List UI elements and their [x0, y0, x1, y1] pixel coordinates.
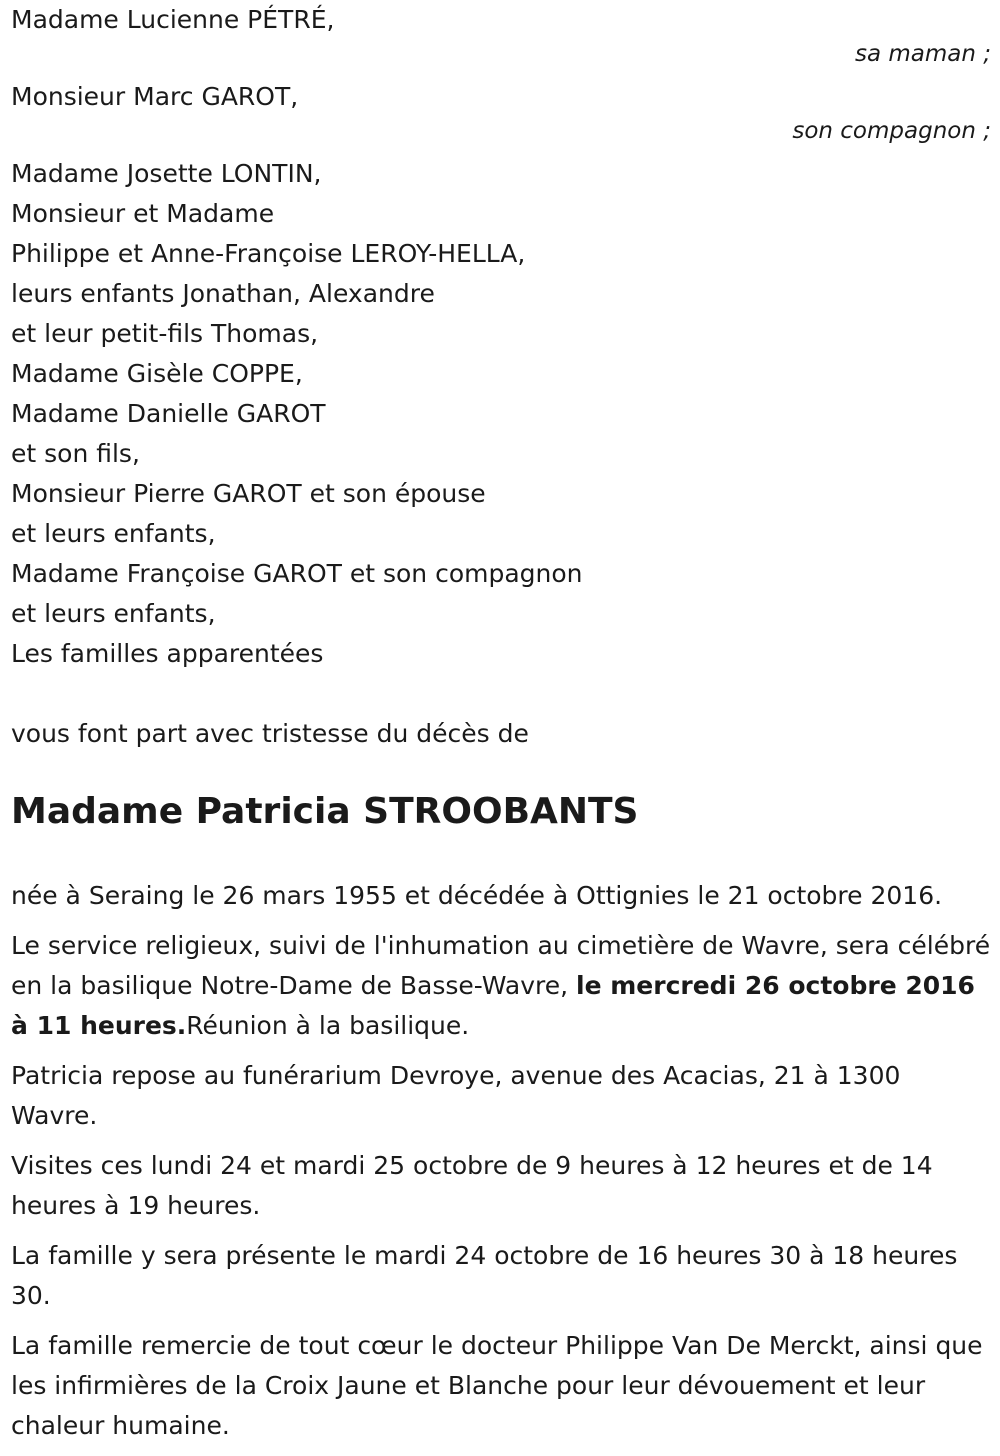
partner-role: son compagnon ; — [792, 118, 991, 144]
family-list — [11, 154, 991, 674]
header-entry-mother — [11, 0, 991, 66]
rest-place-text: Patricia repose au funérarium Devroye, avenue des Acacias, 21 à 1300 Wavre. — [11, 1061, 901, 1130]
birth-death-text: née à Seraing le 26 mars 1955 et décédée à Ottignies le 21 octobre 2016. — [11, 881, 943, 910]
family-line: Madame Françoise GAROT et son compagnon — [11, 559, 583, 588]
family-line: et leurs enfants, — [11, 519, 216, 548]
thanks-text: La famille remercie de tout cœur le docteur Philippe Van De Merckt, ainsi que les infirmières de la Croix Jaune et Blanche pour leur dévouement et leur chaleur humaine. — [11, 1331, 983, 1440]
service-text-after: Réunion à la basilique. — [186, 1011, 470, 1040]
obituary-document — [11, 0, 991, 1456]
family-line: Philippe et Anne-Françoise LEROY-HELLA, — [11, 239, 526, 268]
family-line: Monsieur et Madame — [11, 199, 275, 228]
family-line: Madame Josette LONTIN, — [11, 159, 322, 188]
deceased-name: Madame Patricia STROOBANTS — [11, 791, 639, 832]
mother-role: sa maman ; — [854, 41, 991, 67]
family-line: et son fils, — [11, 439, 140, 468]
visits-text: Visites ces lundi 24 et mardi 25 octobre de 9 heures à 12 heures et de 14 heures à 19 heures. — [11, 1151, 933, 1220]
family-line: Monsieur Pierre GAROT et son épouse — [11, 479, 486, 508]
header-entry-partner — [11, 77, 991, 143]
mother-name: Madame Lucienne PÉTRÉ, — [11, 5, 335, 34]
family-presence-text: La famille y sera présente le mardi 24 octobre de 16 heures 30 à 18 heures 30. — [11, 1241, 958, 1310]
partner-name: Monsieur Marc GAROT, — [11, 82, 299, 111]
service-date-bold: le mercredi 26 octobre 2016 à 11 heures. — [11, 971, 975, 1040]
family-line: et leurs enfants, — [11, 599, 216, 628]
spacer — [11, 674, 991, 714]
service-text — [11, 926, 991, 1046]
service-text-before: Le service religieux, suivi de l'inhumation au cimetière de Wavre, sera célébré en la basilique Notre-Dame de Basse-Wavre, — [11, 931, 991, 1000]
announcement-text: vous font part avec tristesse du décès de — [11, 719, 529, 748]
family-line: et leur petit-fils Thomas, — [11, 319, 319, 348]
family-line: Madame Gisèle COPPE, — [11, 359, 303, 388]
family-line: leurs enfants Jonathan, Alexandre — [11, 279, 435, 308]
family-line: Les familles apparentées — [11, 639, 324, 668]
family-line: Madame Danielle GAROT — [11, 399, 326, 428]
